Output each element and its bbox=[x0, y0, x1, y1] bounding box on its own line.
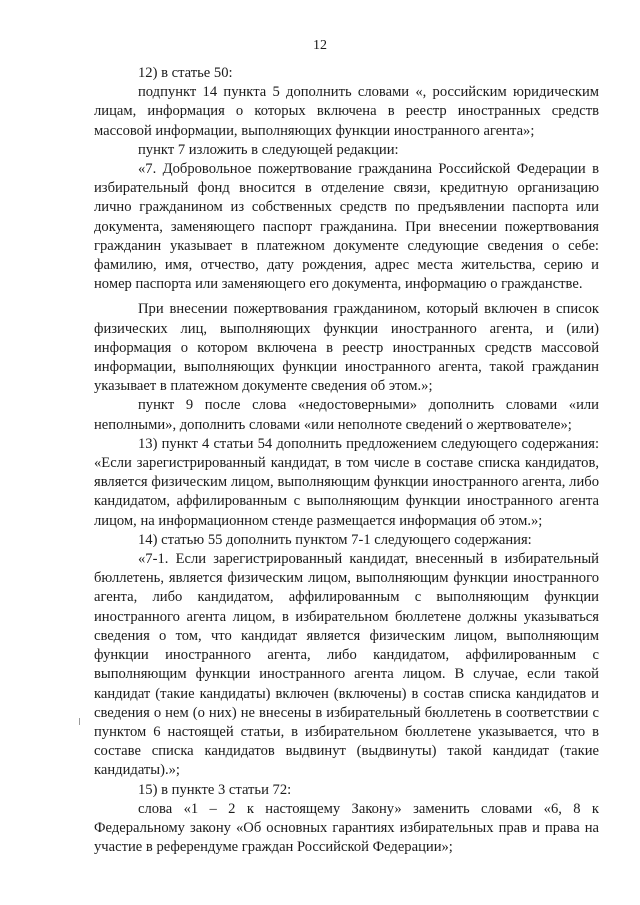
paragraph-item-15: 15) в пункте 3 статьи 72: bbox=[138, 781, 292, 798]
paragraph-item-15-text: слова «1 – 2 к настоящему Закону» заменить словами «6, 8 к Федеральному закону «Об основных гарантиях избирательных прав и права на участие в референдуме граждан Российской Федерации»; bbox=[94, 800, 599, 856]
paragraph-item-12: 12) в статье 50: bbox=[138, 65, 233, 81]
paragraph-item-14: 14) статью 55 дополнить пунктом 7-1 следующего содержания: bbox=[138, 531, 532, 548]
paragraph-item-13: 13) пункт 4 статьи 54 дополнить предложением следующего содержания: «Если зарегистрированный кандидат, в том числе в составе списка кандидатов, является физическим лицом, выполняющим функции иностранного агента, либо кандидатом, аффилированным с выполняющим функции иностранного агента лицом, на информационном стенде размещается информация об этом.»; bbox=[94, 435, 599, 529]
paragraph-point-7-intro: пункт 7 изложить в следующей редакции: bbox=[138, 141, 399, 158]
paragraph-point-7-continued: При внесении пожертвования гражданином, который включен в список физических лиц, выполняющих функции иностранного агента, и (или) информация о котором включена в реестр иностранных средств массовой информации, выполняющих функции иностранного агента, такой гражданин указывает в платежном документе сведения об этом.»; bbox=[94, 301, 599, 395]
paragraph-point-7-text: «7. Добровольное пожертвование гражданина Российской Федерации в избирательный фонд вносится в отделение связи, кредитную организацию лично гражданином из собственных средств по предъявлении паспорта или документа, заменяющего паспорт гражданина. При внесении пожертвования гражданин указывает в платежном документе следующие сведения о себе: фамилию, имя, отчество, дату рождения, адрес места жительства, серию и номер паспорта или заменяющего его документа, информацию о гражданстве. bbox=[94, 161, 599, 293]
page-number: 12 bbox=[313, 38, 327, 53]
paragraph-subitem-14: подпункт 14 пункта 5 дополнить словами «, российским юридическим лицам, информация о которых включена в реестр иностранных средств массовой информации, выполняющих функции иностранного агента»; bbox=[94, 84, 599, 139]
margin-mark bbox=[79, 718, 80, 725]
paragraph-point-9: пункт 9 после слова «недостоверными» дополнить словами «или неполными», дополнить словами «или неполноте сведений о жертвователе»; bbox=[94, 397, 599, 433]
paragraph-point-7-1: «7-1. Если зарегистрированный кандидат, внесенный в избирательный бюллетень, является физическим лицом, выполняющим функции иностранного агента, либо кандидатом, аффилированным с выполняющим функции иностранного агента лицом, в избирательном бюллетене должны указываться сведения о том, что кандидат является физическим лицом, выполняющим функции иностранного агента, либо кандидатом, аффилированным с выполняющим функции иностранного агента лицом. В случае, если такой кандидат (такие кандидаты) включен (включены) в состав списка кандидатов и сведения о нем (о них) не внесены в избирательный бюллетень в соответствии с пунктом 6 настоящей статьи, в избирательном бюллетене указывается, что в составе списка кандидатов выдвинут (выдвинуты) такой кандидат (такие кандидаты).»; bbox=[94, 551, 599, 779]
document-body bbox=[94, 64, 599, 857]
